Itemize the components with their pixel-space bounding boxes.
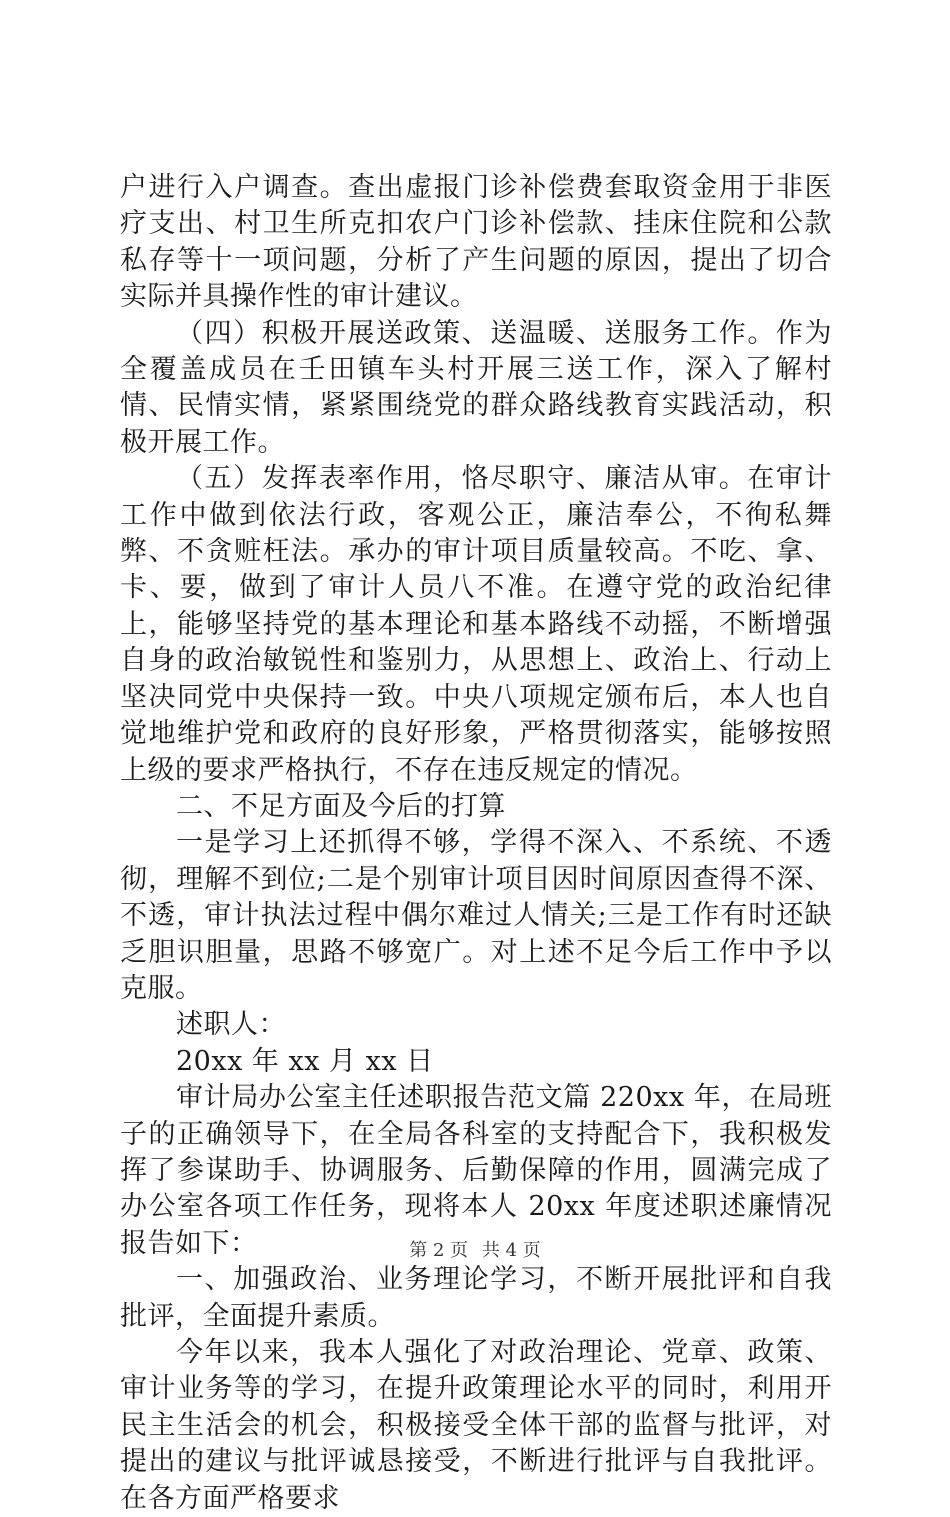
page-total: 共 4 页 <box>481 1240 541 1261</box>
paragraph-5: 一是学习上还抓得不够，学得不深入、不系统、不透彻，理解不到位;二是个别审计项目因时间原因查得不深、不透，审计执法过程中偶尔难过人情关;三是工作有时还缺乏胆识胆量，思路不够宽广。对上述不足今后工作中予以克服。 <box>120 827 832 1004</box>
paragraph-8: 审计局办公室主任述职报告范文篇 220xx 年，在局班子的正确领导下，在全局各科室的支持配合下，我积极发挥了参谋助手、协调服务、后勤保障的作用，圆满完成了办公室各项工作任务，现将本人 20xx 年度述职述廉情况报告如下： <box>120 1082 832 1259</box>
page-footer <box>0 1236 950 1262</box>
paragraph-2: （四）积极开展送政策、送温暖、送服务工作。作为全覆盖成员在壬田镇车头村开展三送工作，深入了解村情、民情实情，紧紧围绕党的群众路线教育实践活动，积极开展工作。 <box>120 317 832 458</box>
paragraph-1: 户进行入户调查。查出虚报门诊补偿费套取资金用于非医疗支出、村卫生所克扣农户门诊补偿款、挂床住院和公款私存等十一项问题，分析了产生问题的原因，提出了切合实际并具操作性的审计建议。 <box>120 172 832 313</box>
page-number: 第 2 页 <box>409 1240 469 1261</box>
paragraph-10: 今年以来，我本人强化了对政治理论、党章、政策、审计业务等的学习，在提升政策理论水平的同时，利用开民主生活会的机会，积极接受全体干部的监督与批评，对提出的建议与批评诚恳接受，不断进行批评与自我批评。在各方面严格要求 <box>120 1337 832 1514</box>
signature-date: 20xx 年 xx 月 xx 日 <box>176 1045 434 1077</box>
signature-label: 述职人： <box>176 1009 286 1041</box>
document-body <box>120 170 832 1517</box>
paragraph-3: （五）发挥表率作用，恪尽职守、廉洁从审。在审计工作中做到依法行政，客观公正，廉洁奉公，不徇私舞弊、不贪赃枉法。承办的审计项目质量较高。不吃、拿、卡、要，做到了审计人员八不准。在遵守党的政治纪律上，能够坚持党的基本理论和基本路线不动摇，不断增强自身的政治敏锐性和鉴别力，从思想上、政治上、行动上坚决同党中央保持一致。中央八项规定颁布后，本人也自觉地维护党和政府的良好形象，严格贯彻落实，能够按照上级的要求严格执行，不存在违反规定的情况。 <box>120 463 832 786</box>
section-heading: 二、不足方面及今后的打算 <box>176 790 506 822</box>
paragraph-9: 一、加强政治、业务理论学习，不断开展批评和自我批评，全面提升素质。 <box>120 1264 832 1332</box>
